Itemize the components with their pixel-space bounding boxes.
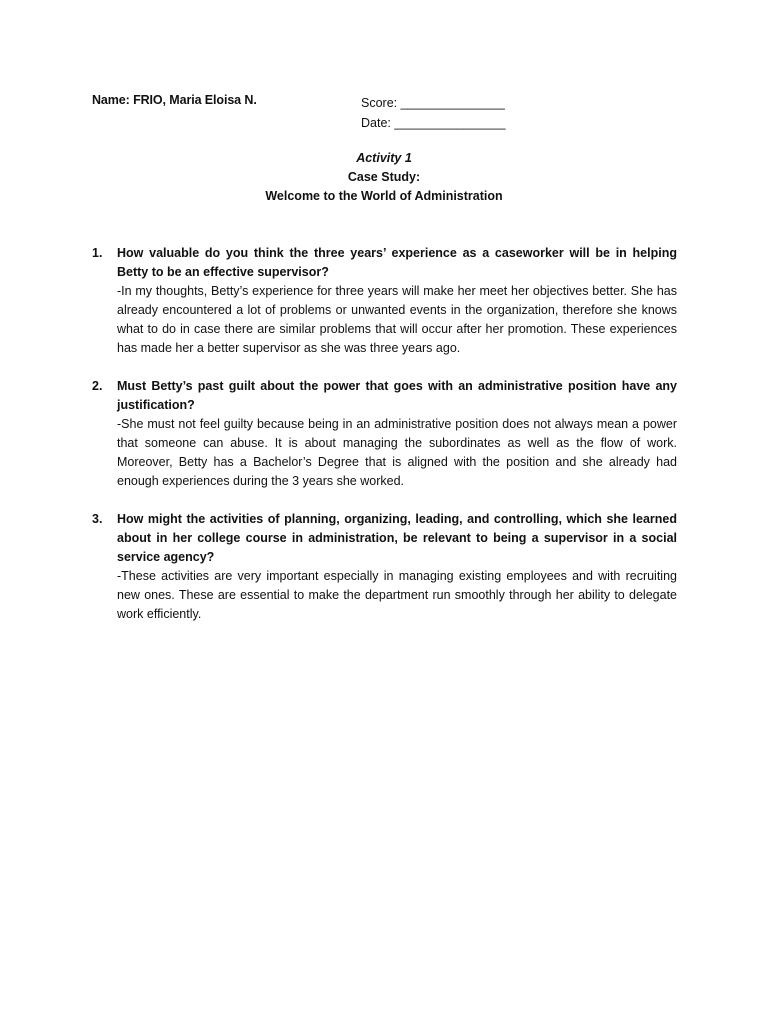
activity-title: Activity 1 — [356, 151, 412, 165]
question-text: How might the activities of planning, organizing, leading, and controlling, which she learned about in her college course in administration, be relevant to being a supervisor in a social service agency? — [117, 512, 677, 564]
title-block — [0, 149, 768, 206]
question-item — [92, 510, 677, 624]
student-name: Name: FRIO, Maria Eloisa N. — [92, 93, 257, 107]
case-study-label: Case Study: — [347, 170, 421, 184]
question-list — [92, 244, 677, 643]
answer-text: -In my thoughts, Betty’s experience for three years will make her meet her objectives better. She has already encountered a lot of problems or unwanted events in the organization, therefore she knows what to do in case there are similar problems that will occur after her promotion. These experiences has made her a better supervisor as she was three years ago. — [117, 284, 677, 355]
question-text: Must Betty’s past guilt about the power that goes with an administrative position have any justification? — [117, 379, 677, 412]
question-number: 2. — [92, 379, 103, 393]
answer-text: -She must not feel guilty because being in an administrative position does not always mean a power that someone can abuse. It is about managing the subordinates as well as the flow of work. Moreover, Betty has a Bachelor’s Degree that is aligned with the position and she already had enough experiences during the 3 years she worked. — [117, 417, 677, 488]
question-number: 3. — [92, 512, 103, 526]
score-line: Score: _______________ — [361, 96, 505, 110]
question-item — [92, 377, 677, 491]
question-text: How valuable do you think the three years’ experience as a caseworker will be in helping Betty to be an effective supervisor? — [117, 246, 677, 279]
answer-text: -These activities are very important especially in managing existing employees and with recruiting new ones. These are essential to make the department run smoothly through her ability to delegate work efficiently. — [117, 569, 677, 621]
score-date-block — [361, 93, 506, 133]
question-item — [92, 244, 677, 358]
date-line: Date: ________________ — [361, 116, 506, 130]
document-heading: Welcome to the World of Administration — [265, 189, 503, 203]
question-number: 1. — [92, 246, 103, 260]
